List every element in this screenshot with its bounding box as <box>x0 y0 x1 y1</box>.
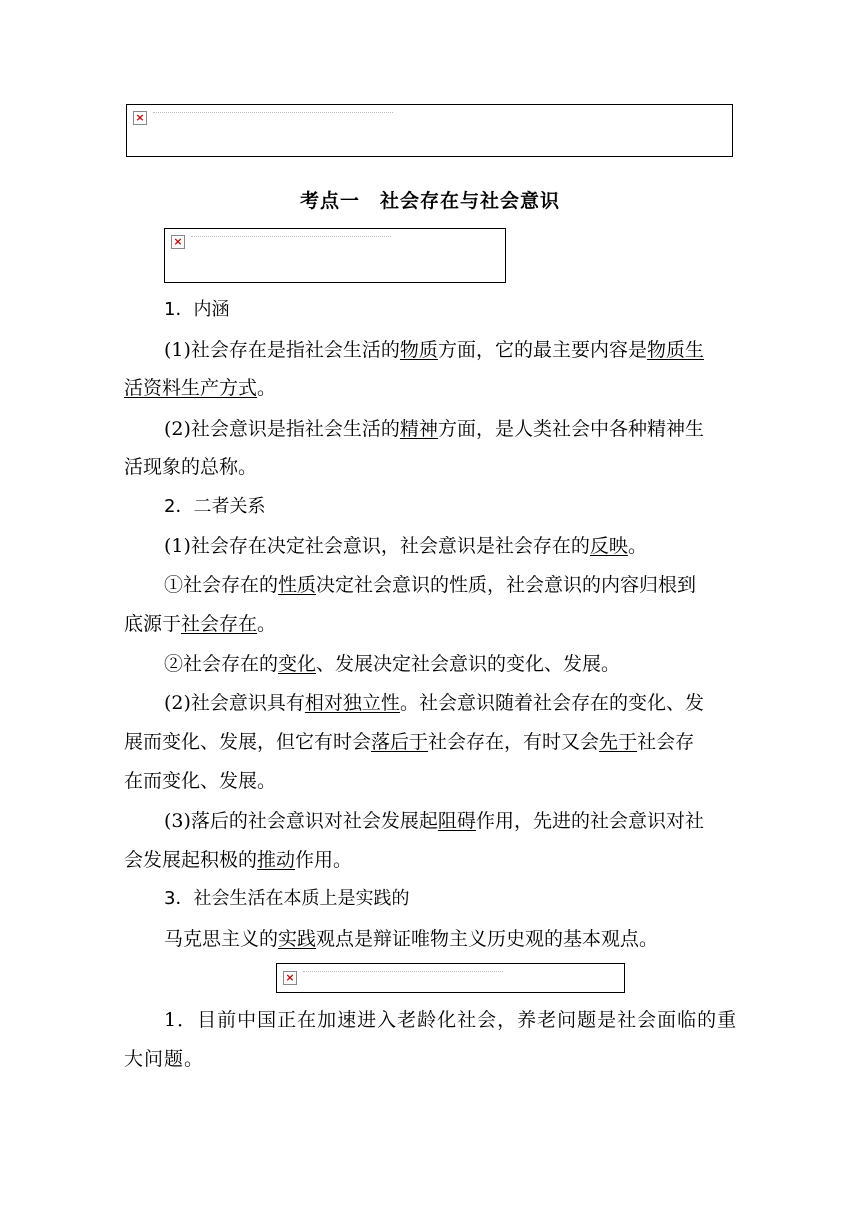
image-placeholder-top <box>126 104 733 157</box>
paragraph-6-line-1: (2)社会意识具有相对独立性。社会意识随着社会存在的变化、发 <box>164 692 704 714</box>
section-title-1: 1．内涵 <box>164 299 230 320</box>
paragraph-7-line-1: (3)落后的社会意识对社会发展起阻碍作用，先进的社会意识对社 <box>164 810 704 832</box>
section-heading <box>0 186 860 213</box>
paragraph-6-line-3: 在而变化、发展。 <box>124 770 277 792</box>
paragraph-1-line-1: (1)社会存在是指社会生活的物质方面，它的最主要内容是物质生 <box>164 339 704 361</box>
image-alt-text <box>303 971 503 975</box>
image-placeholder-2 <box>164 228 506 283</box>
paragraph-2-line-2: 活现象的总称。 <box>124 456 258 478</box>
heading-title: 社会存在与社会意识 <box>380 190 561 212</box>
paragraph-7-line-2: 会发展起积极的推动作用。 <box>124 849 353 871</box>
paragraph-3: (1)社会存在决定社会意识，社会意识是社会存在的反映。 <box>164 535 647 557</box>
paragraph-4-line-2: 底源于社会存在。 <box>124 613 277 635</box>
image-alt-text <box>153 112 393 116</box>
broken-image-icon: × <box>171 235 185 249</box>
paragraph-1-line-2: 活资料生产方式。 <box>124 377 277 399</box>
paragraph-2-line-1: (2)社会意识是指社会生活的精神方面，是人类社会中各种精神生 <box>164 418 704 440</box>
paragraph-8: 马克思主义的实践观点是辩证唯物主义历史观的基本观点。 <box>164 928 659 950</box>
image-alt-text <box>191 236 391 240</box>
paragraph-6-line-2: 展而变化、发展，但它有时会落后于社会存在，有时又会先于社会存 <box>124 731 695 753</box>
paragraph-4-line-1: ①社会存在的性质决定社会意识的性质，社会意识的内容归根到 <box>164 574 697 596</box>
section-title-2: 2．二者关系 <box>164 496 266 517</box>
paragraph-9-line-2: 大问题。 <box>124 1048 205 1070</box>
section-title-3: 3．社会生活在本质上是实践的 <box>164 888 410 909</box>
paragraph-5: ②社会存在的变化、发展决定社会意识的变化、发展。 <box>164 653 621 675</box>
broken-image-icon: × <box>283 971 297 985</box>
image-placeholder-3 <box>276 963 625 993</box>
paragraph-9-line-1: 1．目前中国正在加速进入老龄化社会，养老问题是社会面临的重 <box>164 1009 738 1031</box>
heading-label: 考点一 <box>299 190 360 212</box>
broken-image-icon: × <box>133 111 147 125</box>
